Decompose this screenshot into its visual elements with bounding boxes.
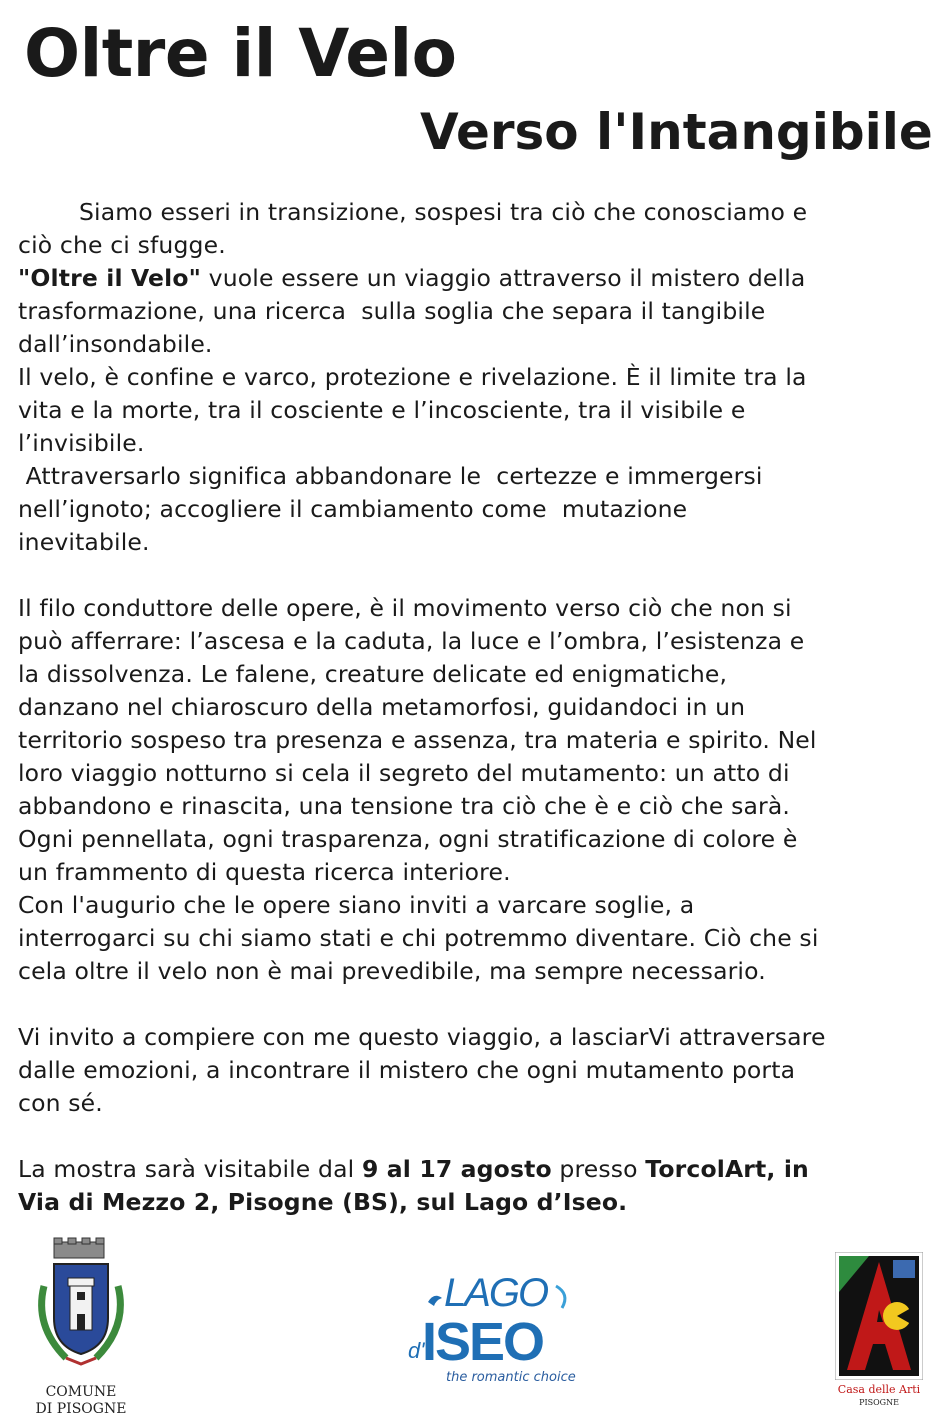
text-line: Il velo, è confine e varco, protezione e rivelazione. È il limite tra la (18, 363, 807, 391)
text-line: Siamo esseri in transizione, sospesi tra ciò che conosciamo e (18, 198, 808, 226)
text-line: abbandono e rinascita, una tensione tra ciò che è e ciò che sarà. (18, 792, 791, 820)
event-address: Via di Mezzo 2, Pisogne (BS), sul Lago d’Iseo. (18, 1188, 628, 1216)
lago-iseo-logo (406, 1266, 582, 1392)
event-address-line (18, 1186, 943, 1219)
text-fragment: vuole essere un viaggio attraverso il mistero della (201, 264, 806, 292)
event-info-line (18, 1153, 943, 1186)
comune-label-1: COMUNE (45, 1384, 117, 1400)
text-line: dall’insondabile. (18, 330, 213, 358)
iseo-tagline: the romantic choice (446, 1370, 576, 1385)
text-line: l’invisibile. (18, 429, 145, 457)
page-subtitle: Verso l'Intangibile (420, 103, 933, 161)
bold-title-quote: "Oltre il Velo" (18, 264, 202, 292)
text-line: inevitabile. (18, 528, 150, 556)
event-venue: TorcolArt, in (645, 1155, 809, 1183)
text-line: la dissolvenza. Le falene, creature delicate ed enigmatiche, (18, 660, 728, 688)
text-line: Con l'augurio che le opere siano inviti a varcare soglie, a (18, 891, 695, 919)
text-fragment: La mostra sarà visitabile dal (18, 1155, 362, 1183)
text-line: Ogni pennellata, ogni trasparenza, ogni stratificazione di colore è (18, 825, 798, 853)
event-dates: 9 al 17 agosto (361, 1155, 552, 1183)
text-line: loro viaggio notturno si cela il segreto del mutamento: un atto di (18, 759, 790, 787)
text-line: cela oltre il velo non è mai prevedibile, ma sempre necessario. (18, 957, 766, 985)
text-line: Il filo conduttore delle opere, è il movimento verso ciò che non si (18, 594, 792, 622)
paragraph-gap (18, 988, 943, 1021)
text-line: vita e la morte, tra il cosciente e l’incosciente, tra il visibile e (18, 396, 746, 424)
text-fragment: presso (551, 1155, 646, 1183)
casa-label-1: Casa delle Arti (837, 1383, 921, 1396)
text-line: interrogarci su chi siamo stati e chi potremmo diventare. Ciò che si (18, 924, 819, 952)
casa-arti-icon (835, 1252, 923, 1380)
paragraph-gap (18, 1120, 943, 1153)
text-line: può afferrare: l’ascesa e la caduta, la luce e l’ombra, l’esistenza e (18, 627, 805, 655)
text-line: ciò che ci sfugge. (18, 231, 226, 259)
crest-icon (26, 1236, 136, 1376)
text-line: con sé. (18, 1089, 103, 1117)
text-line: territorio sospeso tra presenza e assenza, tra materia e spirito. Nel (18, 726, 817, 754)
text-line: Attraversarlo significa abbandonare le certezze e immergersi (18, 462, 763, 490)
text-line: nell’ignoto; accogliere il cambiamento come mutazione (18, 495, 688, 523)
text-line: danzano nel chiaroscuro della metamorfosi, guidandoci in un (18, 693, 746, 721)
iseo-wordmark-icon (406, 1266, 582, 1366)
text-line: un frammento di questa ricerca interiore. (18, 858, 511, 886)
text-line: trasformazione, una ricerca sulla soglia che separa il tangibile (18, 297, 766, 325)
body-text (18, 196, 943, 1219)
paragraph-gap (18, 559, 943, 592)
iseo-d-text: d' (408, 1338, 425, 1363)
iseo-top-text: LAGO (444, 1271, 548, 1315)
comune-pisogne-logo (26, 1236, 136, 1416)
text-line: Vi invito a compiere con me questo viaggio, a lasciarVi attraversare (18, 1023, 826, 1051)
casa-label-2: PISOGNE (859, 1398, 899, 1407)
page-title: Oltre il Velo (24, 15, 457, 92)
sponsor-logos (0, 1230, 948, 1424)
iseo-main-text: ISEO (422, 1312, 544, 1366)
comune-label-2: DI PISOGNE (35, 1401, 127, 1417)
casa-delle-arti-logo (835, 1252, 923, 1410)
text-line: dalle emozioni, a incontrare il mistero che ogni mutamento porta (18, 1056, 796, 1084)
text-line (18, 262, 943, 295)
